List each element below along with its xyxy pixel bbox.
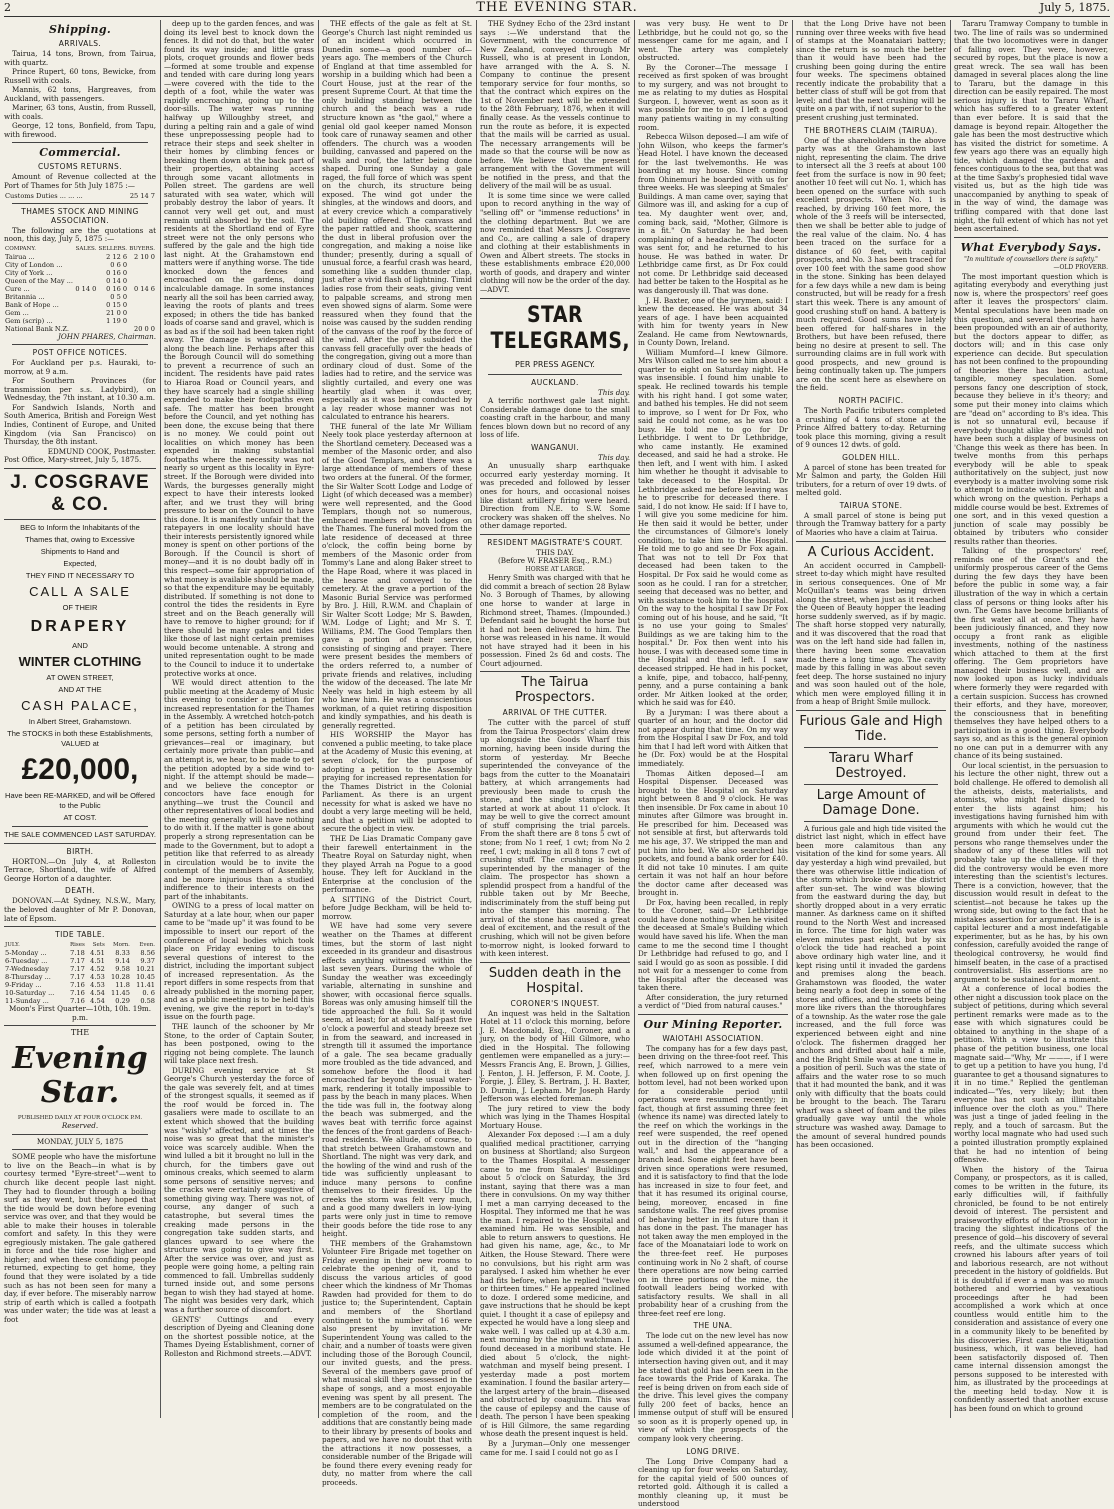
table-cell: Gem ... (5, 308, 29, 317)
north-pacific-text: The North Pacific tributers completed a crushing of 4 tons of stone at the Prince Alfred battery to-day. Returning took place this morning, giving a result of 9 ounces 12 dwts. of gold. (796, 405, 946, 450)
masthead-the: THE (70, 1028, 90, 1038)
table-cell: 10.45 (136, 973, 155, 982)
arrival-entry: Mariner, 63 tons, Austin, from Russell, with coals. (4, 103, 156, 121)
masthead: Evening Star. (12, 1040, 148, 1110)
post-title: POST OFFICE NOTICES. (32, 348, 128, 358)
motto-source: —OLD PROVERB. (1053, 264, 1108, 272)
tairua-stone-text: A small parcel of stone is being put through the Tramway battery for a party of Maories who have a claim at Tairua. (796, 510, 946, 537)
table-cell: 7.17 (70, 957, 85, 966)
table-row (4, 317, 156, 325)
table-cell (74, 301, 97, 309)
curious-accident-title: A Curious Accident. (807, 544, 935, 560)
reserved: Reserved. (61, 1121, 99, 1131)
table-cell: 7.16 (70, 989, 85, 998)
table-cell: 4.51 (90, 949, 105, 958)
inquest-paragraph: Alexander Fox deposed :—I am a duly qualified medical practitioner, carrying on business at Shortland; also Surgeon to the Thames Hospital. A messenger came to me from Smales' Buildings about 5 o'clock on Saturday, the 3rd instant, saying that there was a man there in convulsions. On my way thither I met a man carrying deceased to the Hospital. They informed me that he was the man. I repaired to the Hospital and examined him. He was sensible, and able to return answers to questions. He had given his name, age, &c., to Mr Aitken, the House Steward. There were no convulsions, but his right arm was paralysed. I asked him whether he ever had fits before, when he replied "twelve or thirteen times." He appeared inclined to doze. I ordered some medicine, and gave instructions that he should be kept quiet. I thought it a case of epilepsy and expected he would have a long sleep and wake well. I was called up at 4.30 a.m. next morning by the night watchman. I found deceased in a moribund state. He died about 5 o'clock, the night-watchman and myself being present. I yesterday made a post mortem examination. I found the basilar artery—the largest artery of the brain—diseased and obstructed by coagulum. This was the cause of epilepsy and the cause of death. The person I have been speaking of is Hill Gilmore, the same regarding whose death the present inquest is held. (480, 1130, 630, 1439)
table-cell: City of York ... (5, 268, 53, 277)
table-cell: 21 0 0 (106, 308, 128, 317)
table-cell: 11.45 (111, 989, 130, 998)
table-row (4, 285, 156, 293)
table-row (4, 949, 156, 957)
tide-table (4, 941, 156, 1005)
table-row (4, 301, 156, 309)
table-cell (74, 317, 97, 325)
table-cell: 7.16 (70, 981, 85, 990)
table-cell (74, 269, 97, 277)
article-paragraph: THE De Lias Dramatic Company gave their farewell entertainment in the Theatre Royal on Saturday night, when they played Arrah na Pogue to a good house. They left for Auckland in the Enterprise at the conclusion of the performance. (322, 833, 472, 895)
table-cell: 20 0 0 (134, 324, 155, 333)
arrivals-list (4, 50, 156, 139)
birth-text: HORTON.—On July 4, at Rolleston Terrace, Shortland, the wife of Alfred George Horton of a daughter. (4, 856, 156, 883)
table-header-cell: Rises (70, 942, 85, 949)
inquest-paragraphs (480, 1010, 630, 1457)
ad-call-sale: CALL A SALE (29, 583, 131, 599)
ad-firm-name: J. COSGRAVE & CO. (10, 471, 150, 515)
date-line: MONDAY, JULY 5, 1875 (36, 1136, 124, 1146)
ad-line: BEG to Inform the Inhabitants of the (20, 522, 140, 532)
inquest-paragraph: An inquest was held in the Saltation Hotel at 11 o'clock this morning, before J. E. Macdonald, Esq., Coroner, and a jury, on the body of Hill Gilmore, who died in the Hospital. The following gentlemen were empanelled as a jury:—Messrs Francis Ang, E. Brown, J. Gillies, J. Fenton, J. H. Jefferson, F. M. Coote, J. Forgie, J. Elley, S. Bertram, J. H. Baxter, D. Durnin, J. Lepham. Mr Joseph Hardy Jefferson was elected foreman. (480, 1008, 630, 1104)
column-6 (796, 20, 946, 1418)
article-paragraph: GENTS' Cuttings and every description of Dyeing and Cleaning done on the shortest possible notice, at the Thames Dyeing Establishment, corner of Rolleston and Richmond streets.—ADVT. (164, 1314, 314, 1358)
table-cell: 6-Tuesday ... (5, 957, 48, 966)
furious-gale-title: Furious Gale and High Tide. (799, 713, 943, 744)
ad-amount: £20,000, (21, 752, 139, 786)
table-cell (128, 261, 156, 269)
mining-reporter-title: Our Mining Reporter. (643, 1017, 783, 1031)
table-row (4, 309, 156, 317)
inquest-paragraph: Dr Fox, having been recalled, in reply to the Coroner, said—Dr Lethbridge could have done nothing when he visited the deceased at Smale's Building which would have saved his life. When the man came to me the second time I thought Dr Lethbridge had refused to go, and I said I would go as soon as possible. I did not wait for a messenger to come from the Hospital after the deceased was taken there. (638, 897, 788, 993)
table-cell: City of London ... (5, 260, 63, 269)
column-paragraph: Talking of the prospectors' reef, reminds one of the Grant's and the uniformly prosperous career of the Gems during the few days they have been before the public in some way, a fair illustration of the way in which a certain class of persons or thing looks after his own. The Gems have become brilliants of the first water all at once. They have been judiciously financed, and they now occupy a front rank as eligible investments, nothing of the nastiness which attached to them at the first offering. The Gem proprietors have managed their business well, and are now looked upon as lucky individuals where formerly they were regarded with a certain suspicion. Success has crowned their efforts, and they have, moreover, the consciousness that in benefiting themselves they have helped others to a participation in a good thing. Everybody says so, and as this is the general opinion no one can put in a demurrer with any chance of its being sustained. (954, 546, 1108, 761)
article-paragraph: It is some time since we were called upon to record anything in the way of "selling off" or "immense reductions" in the clothing department. But we are now reminded that Messrs J. Cosgrave and Co., are calling a sale of drapery and clothing at their establishments in Owen and Albert streets. The stocks in these establishments embrace £20,000 worth of goods, and drapery and winter clothing will now be the order of the day.—ADVT. (480, 190, 630, 294)
ad-line: AT OWEN STREET, (46, 672, 114, 682)
table-cell: 4.54 (90, 989, 105, 998)
table-cell: 0 16 0 (106, 268, 128, 277)
table-cell: 11.8 (115, 981, 130, 990)
inquest-paragraph: William Mumford—I knew Gilmore. Mrs Wilson called me to see him about a quarter to eight on Saturday night. He was insensible. I found him unable to speak. He reclined towards his temple with his right hand. I got some water, and bathed his temples. He did not seem to improve, so I went for Dr Fox, who said he could not come, as he was too busy. He told me to go for Dr Lethbridge. I went to Dr Lethbridge, who came instantly. He examined deceased, and said he had a stroke. He then left, and I went with him. I asked him whether he thought it advisable to take deceased to the Hospital. Dr Lethbridge asked me before leaving was he to prescribe for deceased there. I said, I do not know. He said: If I have to, I will give you some medicine for him. He then said it would be better, under the circumstances of Gilmore's lonely condition, to take him to the Hospital. He told me to go and see Dr Fox again. That was not to tell Dr Fox that deceased had been taken to the Hospital. Dr Fox said he would come as soon as he could. I ran for a stretcher, seeing that deceased was no better, and with assistance took him to the hospital. On the way to the hospital I saw Dr Fox coming out of his house, and he said, "It is no use your going to Smales' Buildings as we are taking him to the hospital." Dr. Fox then went into his house. I was with deceased some time in the Hospital and then left. I saw deceased stripped. He had in his pocket, a knife, pipe, and tobacco, half-penny, penny, and a purse containing a bank order. Mr Aitken looked at the order, which he said was for £40. (638, 347, 788, 708)
table-cell (74, 253, 97, 261)
table-row (4, 973, 156, 981)
table-cell: 4.54 (90, 997, 105, 1006)
golden-hill-text: A parcel of stone has been treated for Mr Salmon and party, the Golden Hill tributers, for a return of over 19 dwts. of melted gold. (796, 462, 946, 498)
column-7-paragraphs (954, 20, 1108, 234)
post-notice: For Sandwich Islands, North and South America, British and Foreign West Indies, Continent of Europe, and United Kingdom (via San Francisco) on Thursday, the 8th instant. (4, 402, 156, 447)
table-cell: 9.37 (140, 957, 155, 966)
column-2 (164, 20, 314, 1418)
long-drive-text: The Long Drive Company had a cleaning up for four weeks on Saturday, for the capital yield of 500 ounces of retorted gold. Although it is called a monthly cleaning up, it must be understood (638, 1456, 788, 1509)
column-paragraph: Our local scientist, in the persuasion to his lecture the other night, threw out a bold challenge. He offered to demolish all the atheists, deists, materialists, and atomists, who might feel disposed to enter the lists against him; his investigations having furnished him with arguments with which he would cut the ground from under their feet. The persons who range themselves under the shadow of any of these titles will not probably take up the challenge. If they did the controversy would be even more interesting than the scientist's lectures. There is a conviction, however, that the discussion would result in defeat to the scientist—not because he takes up the wrong side, but owing to the fact that he mistakes assertion for argument. He is a capital lecturer and a most indefatigable experimenter, but as he has, by his own confession, carefully avoided the range of theological controversy, he would find himself beaten, in the case of a practised controversialist. His assertions are no argument to be sustained for a moment. (954, 760, 1108, 984)
arrival-entry: Prince Rupert, 60 tons, Bewicke, from Russell with coals. (4, 67, 156, 85)
cosgrave-advertisement (4, 472, 156, 840)
customs-text: Amount of Revenue collected at the Port of Thames for 5th July 1875 :— (4, 172, 156, 191)
table-cell: 7.17 (70, 965, 85, 974)
article-paragraph: THE launch of the schooner by Mr Stone, to the order of Captain Souter, has been postponed, owing to the rigging not being complete. The launch will take place next fresh. (164, 1021, 314, 1066)
table-header-cell: BUYERS. (129, 245, 155, 252)
ad-line: Shipments to Hand and (40, 546, 120, 556)
table-header-cell: COMPANY. (5, 245, 36, 252)
ad-drapery: DRAPERY (30, 617, 130, 635)
page-header (4, 0, 1110, 17)
table-cell (128, 293, 156, 301)
ad-line: AND (72, 640, 88, 650)
brothers-text: One of the shareholders in the above party was at the Grahamstown last night, representing the claim. The drive to intersect all the 3 reefs at about 100 feet from the surface is now in 90 feet; another 10 feet will cut No. 1, which has been opened on the surface with such excellent prospects. When No. 1 is reached, by driving 160 feet more, the whole of the 3 reefs will be intersected, then we shall be better able to judge of the real value of the claim. No. 4 has been traced on the surface for a distance of 60 feet, with capital prospects, and No. 3 has been traced for over 100 feet with the same good show in the stone. Sinking has been delayed for a few days while a new dam is being constructed, but will be ready for a fresh start this week. There is any amount of good crushing stuff on hand. A battery is much required. Good sums have lately been offered for half-shares in the Brothers, but have been refused, there being no desire at present to sell. The surrounding claims are in full work with good prospects, and new ground is being continually taken up. The jumpers are on the scent here as elsewhere on the field. (796, 135, 946, 393)
wanganui-text: An unusually sharp earthquake occurred early yesterday morning. It was preceded and followed by lesser ones for hours, and occasional noises like distant artillery firing were heard. Direction from N.E. to S.W. Some crockery was shaken off the shelves. No other damage reported. (480, 461, 630, 531)
table-cell: 11-Sunday ... (5, 997, 49, 1006)
inquest-paragraph: J. H. Baxter, one of the jurymen, said: I knew the deceased. He was about 34 years of age. I have been acquainted with him for twenty years in New Zealand. He came from Newtownards, in County Down, Ireland. (638, 295, 788, 348)
table-cell: National Bank N.Z. (5, 324, 69, 333)
ad-line: Expected, (63, 558, 97, 568)
article-paragraph: deep up to the garden fences, and was doing its level best to knock down the fences. It did not do that, but the water found its way inside; and little grass plots, croquet grounds and flower beds—formed at some trouble and expense and tended with care during long years—were covered with the tide to the depth of a foot, while the water was rapidly encroaching, going up to the door-sills. The water was running halfway up Willoughby street, and during a pelting rain and a gale of wind these unprepossessing people had to retrace their steps and seek shelter in their homes by climbing fences or breaking them down at the back part of their properties, obtaining access through some vacant allotments in Pollen street. The gardens are well saturated with sea water, which will probably destroy the labor of years. It cannot very well get out, and must remain until absorbed by the soil. The residents at the Shortland end of Eyre street were not the only persons who suffered by the gale and the high tide last night. At the Grahamstown end matters were if anything worse. The tide knocked down the fences and encroached on the gardens, doing incalculable damage. In some instances nearly all the soil has been carried away, leaving the roots of plants and trees exposed; in others the tide has banked loads of coarse sand and gravel, which is as bad as if the soil had been taken right away. The damage is widespread all along the beach line. Perhaps after this the Borough Council will do something to prevent a recurrence of such an incident. The residents have paid rates to Hiaroa Road or Council years, and they have scarcely had a single shilling expended to make their footpaths even safe. The matter has been brought before the Council, and yet nothing has been done, the excuse being that there is no money. We could point out localities on which money has been expended in making substantial footpaths where the necessity was not nearly so urgent as this locality in Eyre-street. If the Borough were divided into Wards, the burgesses generally might expect to have their interests looked after, and we trust they will bring pressure to bear on the Council to have this done. It is manifestly unfair that the ratepayers in one locality should have their interests persistently ignored while money is spent on other portions of the Borough. If the Council is short of money—and it is no doubt badly off in this respect—some fair appropriation of what money is available should be made, so that the expenditure may be equitably distributed. If something is not done to control the tides the residents in Eyre street and on the Beach generally will have to remove to higher ground; for if there should be many gales and tides like those of last night certain premises would become untenable. A strong and united representation ought to be made to the Council to induce it to undertake protective works at once. (164, 19, 315, 678)
table-cell: 7.17 (70, 973, 85, 982)
column-paragraph: The most important question which is agitating everybody and everything just now is, where the prospectors' reef goes after it leaves the prospectors' claim. Mental speculations have been made on this question, and several theories have been propounded with an air of authority, but the doctors appear to differ, as doctors will; and in this case only experience can decide. But speculation has not been confined to the propounding of theories there has been actual, tangible, money speculation. Some persons fancy one description of stock, because they believe in it's theory; and some put their money into claims which are "dead on" according to B's idea. This is not so unnatural evil, because if everybody thought alike there would not have been such a display of business on 'Change this week as there has been. In twelve months from this perhaps everybody will be able to speak authoritatively on the subject, just now everybody is a matter involving some risk to attempt to indicate which is right and which wrong on the question. Perhaps a middle course would be best. Extremes of one sort, and in this vexed question a junction of scale may possibly be obtained by tributers who consider results rather than theories. (954, 271, 1108, 546)
death-label: DEATH. (65, 886, 95, 896)
table-cell: 9-Friday ... (5, 981, 42, 990)
post-notices (4, 359, 156, 446)
press-agency: PER PRESS AGENCY. (515, 359, 595, 369)
customs-duties-label: Customs Duties ... ... ... (5, 191, 83, 200)
ad-line: In Albert Street, Grahamstown. (28, 716, 132, 726)
table-cell: 0 14 0 (106, 276, 128, 285)
table-cell: 9.14 (115, 957, 130, 966)
inquest-paragraph: Rebecca Wilson deposed—I am wife of John Wilson, who keeps the farmer's Head Hotel. I have known the deceased for the last twelvemonths. He was boarding at my house. Since coming from Ohinemuri he boarded with us for three weeks. He was sleeping at Smales' Buildings. A man came over, saying that Gilmore was ill, and asking for a cup of tea. My daughter went over, and, coming back, said, "Mother, Gilmore is in a fit." On Saturday he had been complaining of a headache. The doctor was sent for, and he returned to his house. He was bathed in water. Dr Lethbridge came first, as Dr Fox could not come. Dr Lethbridge said deceased had better be taken to the Hospital as he was dangerously ill. That was done. (638, 132, 788, 295)
column-4 (480, 19, 630, 1457)
stock-title: THAMES STOCK AND MINING ASSOCIATION. (21, 206, 139, 225)
stock-signed: JOHN PHARES, Chairman. (58, 331, 156, 341)
curious-accident-text: An accident occurred in Campbell-street to-day which might have resulted in serious consequences. One of Mr McQuillan's teams was being driven along the street, when just as it reached the Queen of Beauty hopper the leading horse suddenly swerved, as if by magic. The shaft horse stopped very naturally, and it was discovered that the road that was on the left hand side had fallen in, there having been some excavation made there a long time ago. The cavity made by this falling in was about seven feet deep. The horse sustained no injury and was soon hauled out of the hole, which men were employed filling it in from a heap of Bright Smile mullock. (796, 560, 946, 707)
commercial-title: Commercial. (39, 146, 121, 160)
table-cell: 8.33 (115, 949, 130, 958)
table-cell (74, 309, 97, 317)
article-paragraph: that the Long Drive have not been running over three weeks with five head of stamps at the Moanataiari battery; since the return is so much the better than it would have been had the crushing been going during the entire four weeks. The specimens obtained recently indicate the probability that a better class of stuff will be got from that level; and that the next crushing will be quite on a par with, if not superior to the present crushing just terminated. (796, 19, 946, 123)
arrival-entry: Mannis, 62 tons, Hargreaves, from Auckland, with passengers. (4, 85, 156, 103)
coroner-inquest: CORONER'S INQUEST. (510, 998, 600, 1008)
moon-phase: Moon's First Quarter—10th, 10h. 19m. p.m. (8, 1004, 151, 1022)
table-cell (128, 317, 156, 325)
table-row (4, 981, 156, 989)
table-cell: 11.41 (136, 981, 155, 990)
article-paragraph: WE have had some very severe weather on the Thames at different times, but the storm of last night exceeded in its grandeur and disastrous effects anything witnessed within the last seven years. During the whole of Sunday the weather was exceedingly variable, alternating in sunshine and shower, with occasional fierce squalls. Boreas was only amusing himself till the tide approached the full. So it would seem, at least; for at about half-past five o'clock a powerful and steady breeze set in from the seaward, and increased in strength till it assumed the importance of a gale. The sea became gradually more troubled as the tide advanced, and somehow before the flood it had encroached far beyond the usual water-mark, rendering it totally impossible to pass by the beach in many places. When the tide was full in, the footway along the beach was submerged, and the waves beat with terrific force against the fences of the front gardens of Beach-road residents. We allude, of course, to that stretch between Grahamstown and Shortland. The night was very dark, and the howling of the wind and rush of the tide was sufficiently unpleasant to induce many persons to confine themselves to their firesides. Up the creeks the storm was felt very much, and a good many dwellers in low-lying parts were only just in time to remove their goods before the tide rose to any height. (322, 921, 472, 1239)
table-cell: 0 6 0 (110, 260, 128, 269)
arrivals-label: ARRIVALS. (58, 39, 102, 48)
inquest-paragraph: By the Coroner—The message I received as first spoken of was brought to my surgery, and was not brought to me as relating to my duties as Hospital Surgeon. I, however, went as soon as it was possible for me to go. I left a good many patients waiting in my consulting room. (638, 62, 788, 132)
north-pacific-title: NORTH PACIFIC. (838, 395, 904, 405)
table-cell: 4.51 (90, 957, 105, 966)
table-row (4, 965, 156, 973)
table-cell: 0 5 0 (110, 292, 128, 301)
table-cell: 4.53 (90, 981, 105, 990)
rm-text: Henry Smith was charged with that he did commit a breach of section 28 Bylaw No. 3 Borough of Thames, by allowing one horse to wander at large in Richmond street, Thames. (Impounded.) Defendant said he bought the horse but it had not been delivered to him. The horse was released in his name. It would not have strayed had it been in his possession. Fined 2s 6d and costs. The Court adjourned. (480, 573, 630, 668)
table-cell: 9.58 (115, 965, 130, 974)
table-cell: 10.28 (111, 973, 130, 982)
table-cell: Bank of Hope ... (5, 300, 59, 309)
rm-court-title: RESIDENT MAGISTRATE'S COURT. (487, 537, 623, 547)
rm-before: (Before W. FRASER Esq., R.M.) (498, 556, 612, 566)
table-header-cell: SALES. (75, 245, 97, 252)
tararu-wharf-title: Tararu Wharf Destroyed. (829, 750, 913, 781)
wanganui-day: This day. (598, 452, 630, 462)
table-cell: 1 19 0 (106, 316, 128, 325)
tairua-subhead: ARRIVAL OF THE CUTTER. (502, 708, 608, 718)
table-cell: 0 16 0 (106, 284, 128, 293)
article-paragraph: HIS WORSHIP the Mayor has convened a public meeting, to take place at the Academy of Music this evening, at seven o'clock, for the purpose of adopting a petition to the Assembly praying for increased representation for the Thames District in the Colonial Parliament. As there is an urgent necessity for what is asked we have no doubt a very large meeting will be held, and that a petition will be adopted to secure the object in view. (322, 730, 472, 834)
stock-table (4, 245, 156, 333)
article-paragraph: THE Sydney Echo of the 23rd instant says :—We understand that the Government, with the concurrence of New Zealand, conveyed through Mr Russell, who is at present in London, have arranged with the A. S. N. Company to continue the present temporary service for four months, so that the contract which expires on the 1st of November next will be extended to the 28th February, 1876, when it will finally cease. As the vessels continue to run the route as before, it is expected that the mails will be carried as usual. The necessary arrangements will be made so that the course will be now as before. We believe that the present arrangement with the Government will be notified in the press, and that the delivery of the mail will be as usual. (480, 19, 630, 191)
table-cell: 2 10 0 (134, 252, 155, 261)
table-cell (74, 293, 97, 301)
rm-subhead: HORSE AT LARGE. (525, 565, 585, 573)
large-damage-title: Large Amount of Damage Done. (816, 787, 926, 818)
table-row (4, 957, 156, 965)
table-cell (128, 309, 156, 317)
auckland-text: A terrific northwest gale last night. Considerable damage done to the small coasting craft in the harbour, and many fences blown down but no record of any loss of life. (480, 396, 630, 440)
table-row (4, 261, 156, 269)
tairua-text: The cutter with the parcel of stuff from the Tairua Prospectors' claim drew up alongside the Goods Wharf this morning, having been inside during the storm of yesterday. Mr Beeche superintended the conveyance of the bags from the cutter to the Moanatairi battery, at which arrangements had previously been made to crush the stone, and the single stamper was started at work at about 11 o'clock. It may be well to give the correct amount of stuff comprising the trial parcels. From the shaft there are 8 tons 5 cwt of stone; from No 1 reef, 1 cwt; from No 2 reef, 1 cwt; making in all 8 tons 7 cwt of crushing stuff. The crushing is being superintended by the manager of the claim. The prospector has shown a splendid prospect from a handful of the rubble taken out by Mr Beeche, indiscriminately from the stuff being put into the stamper this morning. The arrival of the stone has caused a great deal of excitement, and the result of the crushing, which will not be given before to-morrow night, is looked forward to with keen interest. (480, 718, 630, 959)
table-cell: 5-Monday ... (5, 949, 47, 958)
published-line: PUBLISHED DAILY AT FOUR O'CLOCK P.M. (17, 1114, 143, 1121)
table-cell: 10.21 (136, 965, 155, 974)
table-row (4, 293, 156, 301)
table-row (4, 269, 156, 277)
table-cell: 0.58 (140, 997, 155, 1006)
table-cell: 4.53 (90, 973, 105, 982)
inquest-paragraph: Thomas Aitken deposed—I am Hospital Dispenser. Deceased was brought to the Hospital on Saturday night between 8 and 9 o'clock. He was then insensible. Dr Fox came in about 10 minutes after Gilmore was brought in. He prescribed for him. Deceased was not sensible at first, but afterwards told me his age, 37. We stripped the man and put him into bed. We also searched his pockets, and found a bank order for £40. It did not take 10 minutes. I am quite certain it was not half an hour before the doctor came after deceased was brought in. (638, 768, 788, 898)
table-cell: 4.52 (90, 965, 105, 974)
table-row (4, 277, 156, 285)
ad-line: Have been RE-MARKED, and will be Offered to the Public (5, 790, 155, 810)
customs-table (4, 192, 156, 200)
article-paragraph: OWING to a press of local matter on Saturday at a late hour, when our paper came to be "made up" it was found to be impossible to insert our report of the conference of local bodies which took place on Friday evening to discuss several questions of interest to the district, including the important subject of increased representation. As the report differs in some respects from that already published in the morning paper, and as a public meeting is to be held this evening, we give the report in to-day's issue on the fourth page. (164, 901, 314, 1022)
column-paragraph: At a conference of local bodies the other night a discussion took place on the subject of petitions, during which several pertinent remarks were made as to the ease with which signatures could be obtained to anything in the shape of a petition. With a view to illustrate this phase of the petition business, one local magnate said—"Why, Mr ———, if I were to get up a petition to have you hung, I'd guarantee to get a thousand signatures to it in no time." Replied the gentleman indicated—"Yes, very likely; but then everyone has not such an illimitable influence over the cloth as you." There was just a tinge of jaded feeling in the reply, and a touch of sarcasm. But the worthy local magnate who had used such a pointed illustration promptly explained that he had no intention of being offensive. (954, 984, 1108, 1165)
table-header-cell: Even. (139, 942, 155, 949)
post-notice: For Auckland per p.s. Hauraki, to-morrow, at 9 a.m. (4, 358, 156, 376)
tide-title: TIDE TABLE. (55, 930, 105, 940)
stock-intro: The following are the quotations at noon, this day, July 5, 1875 :— (4, 225, 156, 244)
what-everybody-says-title: What Everybody Says. (960, 240, 1102, 254)
ad-winter-clothing: WINTER CLOTHING (18, 653, 142, 669)
article-paragraph: THE members of the Grahamstown Volunteer Fire Brigade met together on Friday evening in their new rooms to celebrate the opening of it, and to discuss the various articles of good cheer which the kindness of Mr Thomas Rawden had provided for them to do justice to; the Superintendent, Captain and members of the Shortland contingent to the number of 16 were also present by invitation. Mr Superintendent Young was called to the chair, and a number of toasts were given including those of the Borough Council, our invited guests, and the press. Several of the members gave proof of what musical skill they possessed in the shape of songs, and a most enjoyable evening was spent by all present. The members are to be congratulated on the completion of the room, and the additions that are constantly being made to their library by presents of books and papers, and we have no doubt that with the attractions it now possesses, a considerable number of the Brigade will be found there every evening ready for duty, no matter from where the call proceeds. (322, 1238, 472, 1487)
table-row (4, 989, 156, 997)
post-signed: EDMUND COOK, Postmaster. (47, 446, 156, 456)
inquest-paragraph: By a Juryman—Only one messenger came for me. I said I could not go as I (480, 1439, 630, 1457)
gale-text: A furious gale and high tide visited the district last night, which in effect have been more calamitous than any visitation of the kind for some years. All day yesterday a high wind prevailed, but there was otherwise little indication of the storm which broke over the district after sun-set. The wind was blowing from the eastward during the day, but shortly dropped about in a very erratic manner. As darkness came on it shifted round to the North West and increased in force. The time for high water was eleven minutes past eight, but by six o'clock the tide had reached a point above ordinary high water line, and it kept rising until it invaded the gardens and premises along the beach. Grahamstown was flooded, the water being nearly a foot deep in some of the stores and offices, and the streets being more like rivers than the thoroughfares of a township. As the water rose the gale increased, and the full force was experienced between eight and nine o'clock. The fishermen dragged her anchors and drifted about half a mile, and the Bright Smile was at one time in a position of peril. Such was the state of affairs and the water rose to so much that it had mounted the bank, and it was only with difficulty that the boats could be brought to the beach. The Tararu wharf was a sheet of foam and the piles gradually gave way until the whole structure was washed away. Damage to the amount of several hundred pounds has been occasioned. (796, 823, 946, 1150)
article-paragraph: WE would direct attention to the public meeting at the Academy of Music this evening to consider a petition for increased representation for the Thames in the Assembly. A wretched hotch-potch of a petition has been circulated by some persons, setting forth a number of grievances—real or imaginary, but certainly more private than public—and an attempt is, we hear, to be made to get the petition adopted by a side wind to-night. If the attempt should be made—and we believe the conceptor or concoctors have face enough for anything—we trust the Council and other representatives of local bodies and the meeting generally will have nothing to do with it. If the matter is gone about properly a strong representation can be made to the Government, but to adopt a petition like that referred to as already in circulation would be to invite the contempt of the members of Assembly, and be more injurious than a studied indifference to their interests on the part of the inhabitants. (164, 678, 314, 901)
post-notice: For Southern Provinces (for transmission per s.s. Ladybird), on Wednesday, the 7th instant, at 10.30 a.m. (4, 376, 156, 403)
brothers-title: THE BROTHERS CLAIM (TAIRUA). (804, 125, 938, 135)
golden-hill-title: GOLDEN HILL. (842, 452, 900, 462)
ad-line: OF THEIR (62, 602, 98, 612)
table-cell: 2 12 6 (106, 252, 128, 261)
table-header-cell: SELLERS. (98, 245, 128, 252)
arrival-entry: Tairua, 14 tons, Brown, from Tairua, with quartz. (4, 49, 156, 67)
column-5-paragraphs (638, 20, 788, 1011)
table-cell: 10-Saturday ... (5, 989, 55, 998)
table-cell (128, 301, 156, 309)
inquest-paragraph: By a Juryman: I was there about a quarter of an hour, and the doctor did not appear during that time. On my way from the Hospital I saw Dr Fox, and told him that I had left word with Aitken that he (Dr. Fox) would be at the Hospital immediately. (638, 707, 788, 769)
table-header-cell: Morn. (113, 942, 130, 949)
long-drive-title: LONG DRIVE. (686, 1446, 740, 1456)
table-header-cell: JULY. (5, 942, 20, 949)
arrival-entry: George, 12 tons, Bonfield, from Tapu, with firewood. (4, 121, 156, 139)
ad-cash-palace: CASH PALACE, (21, 697, 139, 713)
telegrams-title: STAR TELEGRAMS, (490, 302, 630, 354)
una-text: The lode cut on the new level has now assumed a well-defined appearance, the lode which divided it at the point of intersection having given out, and it may be stated that gold has been seen in the face towards the Pride of Karaka. The reef is being driven on from each side of the drive. This level gives the company fully 200 feet of backs, hence an immense output of stuff will be ensured so soon as it is properly opened up, in view of which the prospects of the company look very cheering. (638, 1331, 788, 1443)
death-text: DONOVAN.—At Sydney, N.S.W., Mary, the beloved daughter of Mr P. Donovan, late of Epsom. (4, 896, 156, 923)
inquest-paragraph: After consideration, the jury returned a verdict of "Died from natural causes." (638, 992, 788, 1011)
issue-date: July 5, 1875. (1039, 1, 1110, 14)
inquest-paragraph: was very busy. He went to Dr Lethbridge, but he could not go, so the messenger came for me again, and I went. The artery was completely obstructed. (638, 19, 788, 63)
ad-line: AND AT THE (58, 684, 102, 694)
table-cell (74, 261, 97, 269)
customs-label: CUSTOMS RETURNS. (38, 162, 122, 172)
birth-label: BIRTH. (66, 846, 94, 856)
leader-paragraph: SOME people who have the misfortune to live on the Beach—in what is by courtesy termed "Eyre-street"—went to church like decent people last night. They had to flounder through a boiling surf as they went, but they hoped that the tide would be down before evening service was over, and that they would be able to make their houses in tolerable comfort and safety. In this they were egregiously mistaken. The gale gathered in force and the tide rose higher and higher; and when these confiding people returned, expecting to get home, they found that they were isolated by a tide such as has not been seen for many a day, if ever before. The miserably narrow strip of earth which is called a footpath was under water; the tide was at least a foot (4, 1152, 156, 1324)
column-5 (638, 19, 788, 1509)
rm-day: THIS DAY. (536, 547, 574, 557)
ad-sale-commenced: THE SALE COMMENCED LAST SATURDAY. (4, 829, 156, 839)
table-cell: 0 14 0 (75, 284, 97, 293)
table-cell: Tairua ... (5, 252, 35, 261)
motto: "In multitude of counsellors there is safety." (964, 255, 1098, 263)
auckland-day: This day. (598, 387, 630, 397)
page-number: 2 (4, 1, 11, 14)
table-cell: 8.56 (140, 949, 155, 958)
column-7 (954, 20, 1108, 1418)
columns (4, 19, 1110, 1509)
article-paragraph: DURING evening service at St George's Church yesterday the force of the gale was severely felt, and at times of the strongest squalls, it seemed as if the roof would be forced in. The gasaliers were made to oscillate to an extent which showed that the building was "wishly" affected, and at times the noise was so great that the minister's voice was scarcely audible. When the wind lulled a bit it brought no lull in the church, for the timbers gave out ominous creaks, which seemed to alarm some persons of sensitive nerves; and the cracks were certainly suggestive of something giving way. There was not, of course, any danger of such a catastrophe, but several times the creaking made persons in the congregation take sudden starts, and glances upward to see where the structure was going to give way first. After the service was over, and just as people were going home, a pelting rain commenced to fall. Umbrellas suddenly turned inside out, and some persons began to wish they had stayed at home. The night was besides very dark, which was a further source of discomfort. (164, 1065, 314, 1315)
auckland-label: AUCKLAND. (531, 377, 579, 387)
wanganui-label: WANGANUI. (531, 442, 579, 452)
inquest-paragraph: The jury retired to view the body which was lying in the Thames Hospital Mortuary House. (480, 1103, 630, 1130)
table-cell (128, 277, 156, 285)
sudden-death-title: Sudden death in the Hospital. (488, 965, 622, 996)
table-cell: 0.29 (115, 997, 130, 1006)
waiotahi-title: WAIOTAHI ASSOCIATION. (662, 1033, 764, 1043)
column-4-paragraphs (480, 20, 630, 295)
column-3 (322, 19, 472, 1487)
table-header-cell: Sets (92, 942, 105, 949)
table-cell: 0 14 6 (134, 284, 155, 293)
article-paragraph: THE effects of the gale as felt at St. George's Church last night reminded us of an incident which occurred in Dunedin some—a good number of—years ago. The members of the Church of England at that time assembled for worship in a building which had been a Court House, just at the rear of the present Supreme Court. At that time the only building standing between the church and the beach was a rude structure known as "the gaol," where a genial old gaol keeper named Monson took care of runaway seamen and other offenders. The church was a wooden building, canvassed and papered on the walls and roof, the latter being done shaped. During one Sunday a gale raged, the full force of which was spent on the church, its structure being exposed. The wind got under the shingles, at the windows and doors, and at every crevice which a comparatively old building offered. The canvass and the paper rattled and shook, scattering the dust in liberal profusion over the congregation, and making a noise like thunder; presently, during a squall of unusual force, a fearful crash was heard, something like a sudden thunder clap, just after a vivid flash of lightning. Timid ladies rose from their seats, giving vent to palpable screams, and strong men even showed signs of alarm. Some were reassured when they found that the noise was caused by the sudden rending of the canvass of the roof by the force of the wind. After the puff subsided the canvass fell gracefully over the heads of the congregation, giving out a more than ordinary cloud of dust. Some of the ladies had to retire, and the service was slightly curtailed, and every one was heartily glad when it was over, especially as it was being conducted by a lay reader whose manner was not calculated to entrance his hearers. (322, 19, 472, 422)
post-office-address: Post Office, Mary-street, July 5, 1875. (4, 455, 142, 465)
table-cell: Britannia ... (5, 292, 45, 301)
customs-duties-value: 25 14 7 (129, 191, 155, 200)
ad-line: AT COST. (63, 812, 97, 822)
column-paragraph: When the history of the Tairua Company, or prospectors, as it is called, comes to be written in the future, its early difficulties will, if faithfully chronicled, be found to be not entirely devoid of interest. The persistent and praiseworthy efforts of the Prospector in tracing the slightest indications of the presence of gold—his discovery of several reefs, and the ultimate success which crowned his labours after years of toil and laborious research, are not without precedent in the history of goldfields. But it is doubtful if ever a man was so much bothered and worried by vexatious proceedings after he had been accomplished a work which at once countless would entitle him to the consideration and assistance of every one in a community likely to be benefited by his discoveries. First came the litigation business, which, it was believed, had been satisfactorily disposed of. Then came internal dissension amongst the persons supposed to be interested with him, as illustrated by the proceedings at the meeting held to-day. Now it is confidently asserted that another excuse has been found on which to ground (954, 1164, 1108, 1413)
table-cell: 7.18 (70, 949, 85, 958)
ad-line: The STOCKS in both these Establishments, VALUED at (7, 728, 153, 748)
article-paragraph: Tararu Tramway Company to tumble in two. The line of rails was so undermined that the two locomotives were in danger of falling over. They were, however, secured by ropes, but the place is now a great wreck. The sea wall has been damaged in several places along the line to Tararu, but the damage in this direction can be easily repaired. The most serious injury is that to Tararu Wharf, which has suffered to a greater extent than ever before. It is said that the damage is beyond repair. Altogether the gale has been the most destructive which has visited the district for sometime. A few years ago there was an equally high tide, which damaged the gardens and fences contiguous to the sea, but that was at the time Saxby's prophesied tidal wave visited us, but as the high tide was unaccompanied by anything to speak of in the way of wind, the damage was trifling compared with that done last night, the full extent of which has not yet been ascertained. (954, 19, 1108, 234)
table-cell: 0. 6 (142, 989, 155, 998)
table-cell (74, 277, 97, 285)
what-everybody-says-paragraphs (954, 273, 1108, 1414)
waiotahi-text: The company has for a few days past, been driving on the three-foot reef. This reef, which narrowed to a mere vein when followed up on first opening the bottom level, had not been worked upon for a considerable period until operations were resumed recently; in fact, though at first assuming three feet (whence its name) was directed lately to the reef on which the workings in the reef were suspended, the reef opened out in the direction of the "hanging wall," and had the appearance of a branch lead. Some eight feet have been driven since operations were resumed, and it is satisfactory to find that the lode has increased in size to four feet, and that it has resumed its original course, being, moreover, encased in fine sandstone walls. The reef gives promise of behaving better in its future than it has done in the past. The manager has not taken away the men employed in the face of the Moanataiari lode to work on the three-feet reef. He purposes continuing work in No 2 shaft, of course there operations are now being carried on in three portions of the mine, the footwall leaders being worked with satisfactory results. We shall in all probability hear of a crushing from the three-feet reef ere long. (638, 1043, 788, 1318)
column-6-paragraphs (796, 20, 946, 123)
newspaper-title: THE EVENING STAR. (476, 0, 638, 15)
table-cell: Cure ... (5, 284, 30, 293)
table-cell: Queen of the May ... (5, 276, 73, 285)
article-paragraph: A SITTING of the District Court, before Judge Beckham, will be held to-morrow. (322, 894, 472, 921)
table-cell: Gem (scrip) ... (5, 316, 53, 325)
table-cell: 7-Wednesday (5, 965, 49, 974)
ad-line: THEY FIND IT NECESSARY TO (25, 570, 135, 580)
column-1 (4, 20, 156, 1418)
table-cell: 7.16 (70, 997, 85, 1006)
table-cell (128, 269, 156, 277)
ad-line: Thames that, owing to Excessive (25, 534, 135, 544)
una-title: THE UNA. (693, 1321, 733, 1331)
table-row (4, 253, 156, 261)
tairua-prospectors-title: The Tairua Prospectors. (514, 675, 596, 706)
table-cell: 8-Thursday ... (5, 973, 51, 982)
shipping-title: Shipping. (49, 23, 111, 36)
article-paragraph: THE funeral of the late Mr William Neely took place yesterday afternoon at the Shortland cemetery. Deceased was a member of the Masonic order, and also of the Good Templars, and there was a large attendance of members of these two orders at the funeral. Of the former, the Sir Walter Scott Lodge and Lodge of Light (of which deceased was a member) were well represented, and the Good Templars, though not so numerous, embraced members of both lodges on the Thames. The funeral moved from the late residence of deceased at three o'clock, the coffin being borne by members of the Masonic order from Tommy's Lane and along Baker street to the Hape Road, where it was placed in the hearse and conveyed to the cemetery. At the grave a portion of the Masonic Burial Service was performed by Bro. J. Hill, R.W.M. and Chaplain of Sir Walter Scott Lodge; Mr S. Bawden, W.M. Lodge of Light; and Mr S. T. Williams, P.M. The Good Templars then gave a portion of their service, consisting of singing and prayer. There were present besides the members of the orders referred to, a number of private friends and relatives, including the widow of the deceased. The late Mr Neely was held in high esteem by all who knew him. He was a conscientious workman, of a quiet retiring disposition and kindly sympathies, and his death is generally regretted. (322, 421, 472, 730)
tairua-stone-title: TAIRUA STONE. (839, 500, 903, 510)
table-cell: 0 15 0 (106, 300, 128, 309)
